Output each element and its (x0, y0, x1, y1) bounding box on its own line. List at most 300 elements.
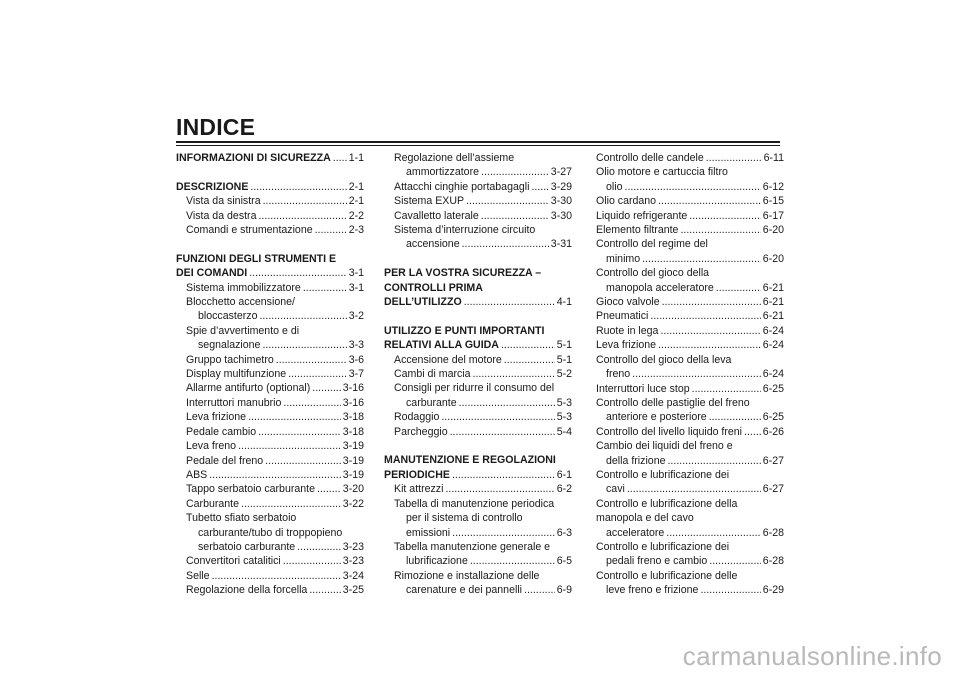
toc-page-number: 3-6 (348, 353, 364, 366)
toc-entry-title: leve freno e frizione (606, 584, 699, 597)
toc-entry[interactable] (596, 309, 784, 323)
toc-entry[interactable] (384, 526, 572, 540)
dot-leader (706, 151, 762, 165)
toc-entry-title: Parcheggio (394, 425, 448, 438)
toc-entry[interactable] (384, 223, 572, 237)
dot-leader (262, 338, 346, 352)
toc-page-number: 3-16 (342, 396, 364, 409)
toc-entry-title: UTILIZZO E PUNTI IMPORTANTI (384, 324, 545, 337)
toc-entry-title: carburante/tubo di troppopieno (198, 526, 343, 539)
dot-leader (658, 338, 761, 352)
toc-entry[interactable] (596, 468, 784, 482)
toc-entry[interactable] (176, 439, 364, 453)
toc-entry-title: acceleratore (606, 526, 665, 539)
toc-entry[interactable] (596, 425, 784, 439)
toc-entry[interactable] (176, 554, 364, 568)
toc-entry[interactable] (384, 482, 572, 496)
toc-page-number: 6-27 (762, 483, 784, 496)
toc-page-number: 3-2 (348, 310, 364, 323)
toc-entry-title: Leva frizione (186, 411, 247, 424)
toc-entry[interactable] (176, 209, 364, 223)
toc-entry[interactable] (596, 281, 784, 295)
toc-entry-title: carenature e dei pannelli (406, 584, 523, 597)
toc-page-number: 6-5 (556, 555, 572, 568)
dot-leader (258, 209, 346, 223)
toc-page-number: 6-29 (762, 584, 784, 597)
toc-entry-title: Controllo del livello liquido freni (596, 425, 743, 438)
toc-page-number: 3-23 (342, 555, 364, 568)
toc-section-entry[interactable] (384, 468, 572, 482)
toc-entry-title: Attacchi cinghie portabagagli (394, 180, 530, 193)
toc-page-number: 6-3 (556, 526, 572, 539)
toc-page-number: 6-1 (556, 468, 572, 481)
toc-entry-title: Gioco valvole (596, 296, 660, 309)
toc-entry-title: Consigli per ridurre il consumo del (394, 382, 555, 395)
dot-leader (632, 367, 761, 381)
dot-leader (680, 223, 760, 237)
toc-page-number: 4-1 (556, 296, 572, 309)
toc-section-entry[interactable] (384, 453, 572, 467)
toc-page-number: 6-17 (762, 209, 784, 222)
toc-entry-title: bloccasterzo (198, 310, 258, 323)
toc-entry-title: Controllo delle candele (596, 152, 704, 164)
toc-entry-title: FUNZIONI DEGLI STRUMENTI E (176, 252, 337, 265)
toc-entry[interactable] (384, 194, 572, 208)
dot-leader (209, 468, 341, 482)
toc-entry-title: Controllo e lubrificazione della (596, 497, 738, 510)
dot-leader (462, 237, 549, 251)
toc-entry[interactable] (596, 396, 784, 410)
toc-entry-title: Carburante (186, 497, 239, 510)
dot-leader (238, 439, 341, 453)
toc-page-number: 3-31 (550, 238, 572, 251)
toc-section-entry[interactable] (176, 180, 364, 194)
dot-leader (481, 165, 549, 179)
toc-entry[interactable] (176, 526, 364, 540)
toc-entry-title: Controllo e lubrificazione dei (596, 468, 730, 481)
toc-entry[interactable] (384, 396, 572, 410)
toc-entry-title: Pedale cambio (186, 425, 257, 438)
toc-entry[interactable] (176, 511, 364, 525)
toc-page-number: 3-30 (550, 195, 572, 208)
toc-entry-title: RELATIVI ALLA GUIDA (384, 339, 499, 352)
toc-entry-title: Convertitori catalitici (186, 555, 281, 568)
toc-entry-title: ammortizzatore (406, 166, 479, 179)
toc-section-entry[interactable] (384, 295, 572, 309)
toc-entry-title: segnalazione (198, 339, 261, 352)
toc-entry-title: Display multifunzione (186, 368, 287, 381)
toc-entry[interactable] (384, 425, 572, 439)
toc-entry[interactable] (384, 583, 572, 597)
toc-entry[interactable] (596, 454, 784, 468)
toc-entry[interactable] (176, 309, 364, 323)
toc-entry-title: pedali freno e cambio (606, 555, 708, 568)
toc-entry[interactable] (596, 194, 784, 208)
toc-entry-title: Controllo delle pastiglie del freno (596, 396, 750, 409)
toc-page-number: 6-11 (763, 152, 784, 164)
toc-entry-title: Olio cardano (596, 195, 657, 208)
toc-entry[interactable] (384, 353, 572, 367)
toc-entry[interactable] (596, 569, 784, 583)
toc-section-entry[interactable] (384, 266, 572, 280)
dot-leader (265, 454, 341, 468)
toc-page-number: 6-21 (762, 310, 784, 323)
toc-entry-title: Rimozione e installazione delle (394, 569, 540, 582)
toc-page-number: 2-3 (348, 224, 364, 237)
toc-entry-title: Sistema immobilizzatore (186, 281, 301, 294)
toc-entry-title: Pedale del freno (186, 454, 264, 467)
toc-entry[interactable] (596, 497, 784, 511)
toc-entry-title: Selle (186, 569, 210, 582)
dot-leader (716, 281, 761, 295)
toc-page-number: 6-24 (762, 339, 784, 352)
dot-leader (249, 266, 346, 280)
title-rule (176, 141, 780, 143)
toc-page-number: 3-29 (550, 180, 572, 193)
title-rule-thin (176, 145, 780, 146)
dot-leader (700, 583, 760, 597)
dot-leader (466, 194, 549, 208)
toc-entry-title: Sistema EXUP (394, 195, 465, 208)
toc-entry-title: Liquido refrigerante (596, 209, 688, 222)
toc-page-number: 6-24 (762, 368, 784, 381)
toc-entry-title: DESCRIZIONE (176, 180, 249, 193)
toc-page-number: 5-1 (556, 353, 572, 366)
toc-entry-title: PERIODICHE (384, 468, 450, 481)
toc-entry[interactable] (176, 468, 364, 482)
toc-entry[interactable] (176, 223, 364, 237)
toc-entry-title: CONTROLLI PRIMA (384, 281, 483, 294)
toc-section-entry[interactable] (384, 324, 572, 338)
toc-entry-title: Controllo del gioco della (596, 267, 710, 280)
dot-leader (248, 410, 341, 424)
toc-page-number: 3-7 (348, 368, 364, 381)
toc-page-number: 3-24 (342, 569, 364, 582)
toc-entry-title: manopola e del cavo (596, 512, 694, 525)
toc-entry[interactable] (596, 382, 784, 396)
toc-entry-title: ABS (186, 468, 208, 481)
dot-leader (501, 338, 555, 352)
toc-page-number: 3-20 (342, 483, 364, 496)
dot-leader (531, 180, 548, 194)
toc-column-1 (176, 151, 364, 598)
toc-entry-title: Blocchetto accensione/ (186, 296, 295, 309)
toc-page-number: 6-21 (762, 296, 784, 309)
toc-entry-title: Controllo del gioco della leva (596, 353, 732, 366)
dot-leader (315, 223, 347, 237)
toc-entry[interactable] (596, 180, 784, 194)
toc-entry-title: Pneumatici (596, 310, 649, 323)
toc-page-number: 3-19 (342, 454, 364, 467)
toc-entry-title: Tappo serbatoio carburante (186, 483, 315, 496)
dot-leader (309, 583, 340, 597)
toc-entry[interactable] (596, 209, 784, 223)
toc-entry-title: PER LA VOSTRA SICUREZZA – (384, 267, 542, 280)
dot-leader (452, 526, 555, 540)
toc-entry-title: DEI COMANDI (176, 267, 248, 280)
dot-leader (263, 194, 347, 208)
toc-page-number: 1-1 (348, 152, 364, 164)
toc-page-number: 2-2 (348, 209, 364, 222)
dot-leader (667, 454, 760, 468)
toc-entry[interactable] (176, 324, 364, 338)
toc-entry-title: Vista da sinistra (186, 195, 261, 208)
toc-page-number: 5-3 (556, 396, 572, 409)
toc-page-number: 6-9 (556, 584, 572, 597)
toc-page-number: 3-19 (342, 440, 364, 453)
toc-entry[interactable] (176, 338, 364, 352)
dot-leader (481, 209, 549, 223)
toc-entry[interactable] (596, 439, 784, 453)
toc-entry-title: cavi (606, 483, 625, 496)
toc-section-entry[interactable] (384, 281, 572, 295)
toc-entry-title: Cambio dei liquidi del freno e (596, 440, 733, 453)
dot-leader (283, 396, 340, 410)
toc-entry[interactable] (596, 482, 784, 496)
toc-page-number: 6-21 (762, 281, 784, 294)
toc-page-number: 6-25 (762, 411, 784, 424)
dot-leader (303, 281, 347, 295)
toc-entry[interactable] (596, 367, 784, 381)
toc-entry[interactable] (596, 324, 784, 338)
toc-entry-title: Kit attrezzi (394, 483, 444, 496)
toc-page-number: 6-15 (762, 195, 784, 208)
toc-entry[interactable] (596, 554, 784, 568)
toc-entry-title: olio (606, 180, 623, 193)
toc-entry-title: Tabella di manutenzione periodica (394, 497, 555, 510)
toc-entry-title: Elemento filtrante (596, 224, 679, 237)
dot-leader (288, 367, 347, 381)
toc-entry[interactable] (596, 252, 784, 266)
dot-leader (312, 381, 341, 395)
dot-leader (689, 209, 761, 223)
toc-page-number: 5-4 (556, 425, 572, 438)
dot-leader (504, 353, 555, 367)
toc-entry-title: Ruote in lega (596, 324, 659, 337)
toc-entry[interactable] (596, 165, 784, 179)
toc-entry[interactable] (596, 526, 784, 540)
toc-entry[interactable] (176, 454, 364, 468)
dot-leader (627, 482, 761, 496)
toc-entry-title: Interruttori manubrio (186, 396, 282, 409)
toc-entry-title: Interruttori luce stop (596, 382, 690, 395)
toc-section-entry[interactable] (176, 151, 364, 165)
toc-entry[interactable] (384, 151, 572, 165)
toc-column-3 (596, 151, 784, 598)
toc-entry[interactable] (384, 209, 572, 223)
toc-entry-title: Allarme antifurto (optional) (186, 382, 311, 395)
toc-entry[interactable] (596, 151, 784, 165)
dot-leader (660, 324, 760, 338)
toc-page-number: 6-12 (762, 180, 784, 193)
toc-entry-title: Leva freno (186, 440, 237, 453)
dot-leader (524, 583, 555, 597)
toc-entry-title: freno (606, 368, 631, 381)
toc-entry-title: carburante (406, 396, 457, 409)
toc-entry[interactable] (596, 353, 784, 367)
toc-entry-title: MANUTENZIONE E REGOLAZIONI (384, 454, 556, 467)
dot-leader (709, 554, 761, 568)
toc-entry[interactable] (596, 540, 784, 554)
toc-entry[interactable] (384, 569, 572, 583)
toc-entry-title: lubrificazione (406, 555, 468, 568)
toc-entry[interactable] (596, 237, 784, 251)
page-title: INDICE (176, 114, 256, 140)
toc-entry-title: Controllo del regime del (596, 238, 708, 251)
toc-entry[interactable] (176, 295, 364, 309)
dot-leader (250, 180, 346, 194)
toc-entry-title: emissioni (406, 526, 451, 539)
toc-page-number: 3-1 (348, 267, 364, 280)
dot-leader (452, 468, 555, 482)
dot-leader (297, 540, 341, 554)
toc-entry-title: DELL’UTILIZZO (384, 296, 462, 309)
toc-entry-title: Cambi di marcia (394, 368, 471, 381)
toc-entry-title: Spie d’avvertimento e di (186, 324, 300, 337)
toc-entry-title: Sistema d’interruzione circuito (394, 224, 536, 237)
dot-leader (666, 526, 761, 540)
toc-entry-title: Tabella manutenzione generale e (394, 540, 551, 553)
toc-page-number: 6-27 (762, 454, 784, 467)
toc-entry[interactable] (596, 511, 784, 525)
dot-leader (276, 353, 347, 367)
toc-entry-title: Olio motore e cartuccia filtro (596, 166, 728, 179)
toc-entry[interactable] (596, 410, 784, 424)
toc-entry[interactable] (176, 194, 364, 208)
toc-page-number: 2-1 (348, 180, 364, 193)
toc-section-entry[interactable] (176, 252, 364, 266)
toc-entry[interactable] (384, 554, 572, 568)
toc-section-entry[interactable] (176, 266, 364, 280)
toc-entry[interactable] (176, 381, 364, 395)
watermark: carmanualsonline.info (682, 641, 942, 671)
toc-entry[interactable] (176, 482, 364, 496)
toc-entry[interactable] (596, 295, 784, 309)
toc-page-number: 6-2 (556, 483, 572, 496)
toc-entry[interactable] (176, 367, 364, 381)
dot-leader (212, 569, 341, 583)
toc-entry-title: Accensione del motore (394, 353, 502, 366)
toc-entry[interactable] (176, 281, 364, 295)
toc-entry[interactable] (176, 425, 364, 439)
dot-leader (317, 482, 341, 496)
toc-entry-title: Vista da destra (186, 209, 257, 222)
toc-page-number: 6-28 (762, 555, 784, 568)
toc-entry[interactable] (384, 237, 572, 251)
toc-entry-title: Controllo e lubrificazione dei (596, 540, 730, 553)
dot-leader (450, 425, 555, 439)
dot-leader (464, 295, 555, 309)
dot-leader (241, 497, 341, 511)
toc-entry-title: Regolazione della forcella (186, 584, 308, 597)
toc-entry[interactable] (384, 367, 572, 381)
toc-entry[interactable] (596, 583, 784, 597)
toc-entry[interactable] (176, 569, 364, 583)
toc-entry[interactable] (596, 338, 784, 352)
toc-page-number: 3-18 (342, 425, 364, 438)
toc-entry-title: accensione (406, 238, 460, 251)
toc-entry-title: Gruppo tachimetro (186, 353, 274, 366)
toc-entry-title: Controllo e lubrificazione delle (596, 569, 738, 582)
toc-page-number: 6-20 (762, 224, 784, 237)
toc-entry[interactable] (596, 266, 784, 280)
dot-leader (650, 309, 760, 323)
toc-page-number: 5-2 (556, 368, 572, 381)
toc-entry[interactable] (176, 396, 364, 410)
toc-page-number: 5-3 (556, 411, 572, 424)
toc-entry-title: Leva frizione (596, 339, 657, 352)
toc-page-number: 6-26 (762, 425, 784, 438)
toc-entry-title: Cavalletto laterale (394, 209, 479, 222)
dot-leader (259, 309, 346, 323)
toc-entry-title: Regolazione dell’assieme (394, 152, 515, 164)
dot-leader (470, 554, 555, 568)
toc-entry[interactable] (176, 540, 364, 554)
dot-leader (258, 425, 341, 439)
toc-column-2 (384, 151, 572, 598)
toc-entry[interactable] (384, 540, 572, 554)
toc-page-number: 6-25 (762, 382, 784, 395)
toc-page-number: 3-27 (550, 166, 572, 179)
toc-entry[interactable] (384, 410, 572, 424)
toc-page-number: 3-1 (348, 281, 364, 294)
toc-page-number: 3-19 (342, 468, 364, 481)
dot-leader (744, 425, 761, 439)
toc-entry-title: serbatoio carburante (198, 540, 296, 553)
dot-leader (459, 396, 555, 410)
toc-entry[interactable] (176, 583, 364, 597)
dot-leader (283, 554, 341, 568)
toc-entry-title: della frizione (606, 454, 666, 467)
toc-entry[interactable] (384, 511, 572, 525)
dot-leader (473, 367, 555, 381)
toc-entry-title: Rodaggio (394, 411, 440, 424)
toc-page-number: 3-18 (342, 411, 364, 424)
toc-entry[interactable] (384, 180, 572, 194)
toc-entry-title: Comandi e strumentazione (186, 224, 313, 237)
toc-page-number: 3-23 (342, 540, 364, 553)
toc-entry-title: anteriore e posteriore (606, 411, 707, 424)
toc-entry[interactable] (384, 497, 572, 511)
toc-entry[interactable] (384, 165, 572, 179)
toc-entry[interactable] (596, 223, 784, 237)
toc-entry-title: Tubetto sfiato serbatoio (186, 512, 297, 525)
toc-page-number: 6-28 (762, 526, 784, 539)
toc-entry[interactable] (176, 497, 364, 511)
toc-section-entry[interactable] (384, 338, 572, 352)
toc-page-number: 3-22 (342, 497, 364, 510)
toc-page-number: 5-1 (556, 339, 572, 352)
dot-leader (709, 410, 761, 424)
toc-entry[interactable] (384, 381, 572, 395)
dot-leader (662, 295, 761, 309)
toc-entry-title: minimo (606, 252, 641, 265)
dot-leader (642, 252, 761, 266)
toc-entry-title: manopola acceleratore (606, 281, 714, 294)
dot-leader (658, 194, 761, 208)
toc-page-number: 3-30 (550, 209, 572, 222)
toc-entry-title: INFORMAZIONI DI SICUREZZA (176, 152, 331, 164)
toc-page-number: 6-24 (762, 324, 784, 337)
toc-page-number: 3-16 (342, 382, 364, 395)
toc-entry[interactable] (176, 410, 364, 424)
dot-leader (692, 382, 761, 396)
toc-page-number: 6-20 (762, 252, 784, 265)
toc-page-number: 2-1 (348, 195, 364, 208)
dot-leader (333, 151, 347, 165)
toc-page-number: 3-25 (342, 584, 364, 597)
toc-entry[interactable] (176, 353, 364, 367)
